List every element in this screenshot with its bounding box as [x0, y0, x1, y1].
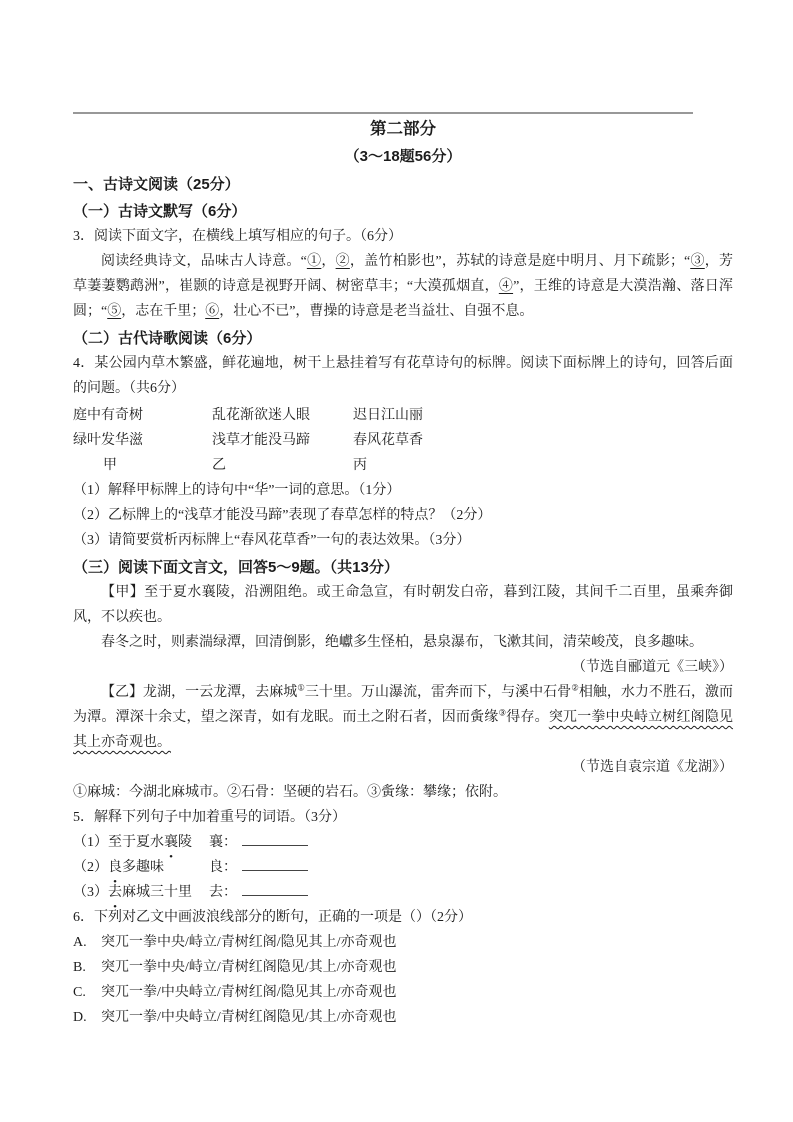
- q5-item1-text: 至于夏水: [108, 835, 164, 850]
- header-divider: [73, 112, 693, 114]
- exam-content: [73, 116, 733, 1030]
- passage-jia-source: （节选自郦道元《三峡》）: [572, 660, 733, 675]
- yi-text: 得存。: [506, 710, 549, 725]
- subsection-heading-ancient-poem: （二）古代诗歌阅读（6分）: [73, 330, 262, 347]
- q3-text: 阅读经典诗文，品味古人诗意。“: [101, 254, 307, 269]
- question4-stem: 4．某公园内草木繁盛，鲜花遍地，树干上悬挂着写有花草诗句的标牌。阅读下面标牌上的诗句，回答后面的问题。（共6分）: [73, 356, 733, 396]
- yi-note-ref-3: ③: [498, 707, 507, 718]
- q5-item3-phrase: [73, 880, 209, 905]
- part-subtitle: （3～18题56分）: [344, 148, 462, 165]
- option-b-text: 突兀一拳中央/峙立/青树红阁隐见/其上/亦奇观也: [101, 960, 397, 975]
- sign-jia-line2: 绿叶发华滋: [73, 433, 143, 448]
- question4-sub3: （3）请简要赏析丙标牌上“春风花草香”一句的表达效果。（3分）: [73, 533, 471, 548]
- question3-passage: [73, 249, 733, 324]
- q5-item1-answer-blank: [242, 831, 308, 846]
- q5-item2-answer-blank: [242, 856, 308, 871]
- yi-wavy-underlined-clause: 突兀一拳中央峙立树红阁隐见其上亦奇观也。: [73, 710, 734, 750]
- q5-item2-emphasized-char: 良: [108, 860, 122, 875]
- question6-option-a: [73, 930, 733, 955]
- q5-item3-answer-blank: [242, 881, 308, 896]
- sign-jia-line1: 庭中有奇树: [73, 408, 143, 423]
- yi-text: 【乙】龙湖，一云龙潭，去麻城: [101, 685, 298, 700]
- question3-stem: 3．阅读下面文字，在横线上填写相应的句子。（6分）: [73, 229, 402, 244]
- q5-item2-label: （2）: [73, 860, 108, 875]
- q5-item2-text: 多趣味: [122, 860, 164, 875]
- section-heading-poetry-reading: 一、古诗文阅读（25分）: [73, 176, 240, 193]
- option-a-label: A.: [73, 935, 87, 950]
- option-d-label: D.: [73, 1010, 87, 1025]
- q5-item1-label: （1）: [73, 835, 108, 850]
- q3-text: ，壮心不已”，曹操的诗意是老当益壮、自强不息。: [219, 304, 534, 319]
- sign-bing-line1: 迟日江山丽: [353, 408, 423, 423]
- q5-item2-phrase: [73, 855, 209, 880]
- q3-text: ”，王维的诗意是大漠浩瀚、落日浑圆；“: [73, 279, 733, 319]
- q3-text: ，志在千里；: [121, 304, 206, 319]
- passage-yi-source: （节选自袁宗道《龙湖》）: [572, 760, 733, 775]
- q3-blank-3: ③: [690, 254, 705, 269]
- option-a-text: 突兀一拳中央/峙立/青树红阁/隐见其上/亦奇观也: [101, 935, 397, 950]
- question5-stem: 5．解释下列句子中加着重号的词语。（3分）: [73, 810, 346, 825]
- q3-blank-6: ⑥: [205, 304, 220, 319]
- sign-row-1: [73, 403, 733, 428]
- q5-item3-label: （3）: [73, 885, 108, 900]
- question5-item-3: [73, 880, 733, 905]
- part-title: 第二部分: [370, 120, 436, 138]
- question6-option-d: [73, 1005, 733, 1030]
- passage-jia-paragraph2: 春冬之时，则素湍绿潭，回清倒影，绝巘多生怪柏，悬泉瀑布，飞漱其间，清荣峻茂，良多趣味。: [101, 635, 703, 650]
- sign-row-labels: [73, 453, 733, 478]
- option-b-label: B.: [73, 960, 86, 975]
- subsection-heading-classical-reading: （三）阅读下面文言文，回答5～9题。（共13分）: [73, 559, 399, 576]
- sign-label-yi: 乙: [212, 458, 226, 473]
- q3-text: ，芳草萋萋鹦鹉洲”，崔颢的诗意是视野开阔、树密草丰；“大漠孤烟直，: [73, 254, 734, 294]
- yi-note-ref-2: ②: [571, 682, 579, 693]
- passage-yi-notes: ①麻城：今湖北麻城市。②石骨：坚硬的岩石。③夤缘：攀缘；依附。: [73, 785, 507, 800]
- question5-item-1: [73, 830, 733, 855]
- q5-item3-keyword: 去：: [209, 885, 237, 900]
- sign-row-2: [73, 428, 733, 453]
- q3-blank-1: ①: [306, 254, 322, 269]
- q3-text: ，: [321, 254, 336, 269]
- sign-yi-line1: 乱花渐欲迷人眼: [212, 408, 310, 423]
- sign-bing-line2: 春风花草香: [353, 433, 423, 448]
- option-c-text: 突兀一拳/中央峙立/青树红阁/隐见其上/亦奇观也: [101, 985, 397, 1000]
- q5-item1-text: 陵: [178, 835, 192, 850]
- question4-sub2: （2）乙标牌上的“浅草才能没马蹄”表现了春草怎样的特点？（2分）: [73, 508, 492, 523]
- question6-option-b: [73, 955, 733, 980]
- q3-blank-5: ⑤: [107, 304, 122, 319]
- q5-item1-phrase: [73, 830, 209, 855]
- q5-item3-text: 麻城三十里: [122, 885, 192, 900]
- q5-item2-keyword: 良：: [209, 860, 237, 875]
- yi-text: 相触，水力不胜石，激而为潭。潭深十余丈，望之深青，如有龙眠。而土之附石者，因而夤缘: [73, 685, 734, 725]
- question6-stem: 6．下列对乙文中画波浪线部分的断句，正确的一项是（）（2分）: [73, 910, 472, 925]
- q3-blank-4: ④: [498, 279, 514, 294]
- option-d-text: 突兀一拳/中央峙立/青树红阁隐见/其上/亦奇观也: [101, 1010, 397, 1025]
- q5-item1-keyword: 襄：: [209, 835, 237, 850]
- q3-text: ，盖竹柏影也”，苏轼的诗意是庭中明月、月下疏影；“: [349, 254, 691, 269]
- q3-blank-2: ②: [335, 254, 350, 269]
- sign-yi-line2: 浅草才能没马蹄: [212, 433, 310, 448]
- passage-yi-paragraph: [73, 680, 733, 755]
- sign-label-bing: 丙: [353, 458, 367, 473]
- passage-jia-paragraph1: 【甲】至于夏水襄陵，沿溯阻绝。或王命急宣，有时朝发白帝，暮到江陵，其间千二百里，虽乘奔御风，不以疾也。: [73, 585, 733, 625]
- option-c-label: C.: [73, 985, 86, 1000]
- question4-sub1: （1）解释甲标牌上的诗句中“华”一词的意思。（1分）: [73, 483, 401, 498]
- q5-item3-emphasized-char: 去: [108, 885, 122, 900]
- sign-label-jia: 甲: [103, 458, 117, 473]
- yi-text: 三十里。万山瀑流，雷奔而下，与溪中石骨: [304, 685, 572, 700]
- question6-option-c: [73, 980, 733, 1005]
- yi-note-ref-1: ①: [297, 682, 305, 693]
- subsection-heading-dictation: （一）古诗文默写（6分）: [73, 203, 247, 220]
- q5-item1-emphasized-char: 襄: [164, 835, 178, 850]
- poem-sign-table: [73, 403, 733, 478]
